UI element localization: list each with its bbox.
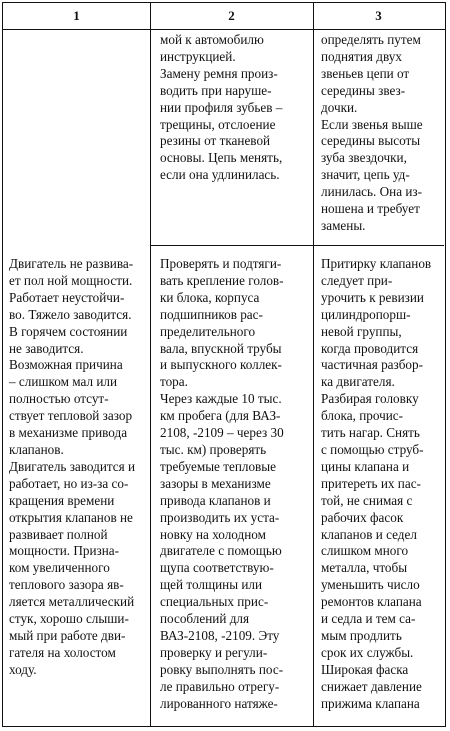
- text-line: Двигатель не развива-: [9, 256, 134, 271]
- text-line: и седла и тем са-: [321, 611, 416, 627]
- text-line: зазоры в механизме: [160, 475, 271, 491]
- text-line: ляется металлический: [9, 594, 135, 610]
- row-divider: [150, 245, 444, 246]
- table-header-row: [3, 3, 445, 30]
- text-line: середины высоты: [321, 133, 421, 149]
- text-line: В горячем состоянии: [9, 323, 128, 339]
- text-line: частичная разбор-: [321, 357, 424, 373]
- text-line: уменьшить число: [321, 577, 420, 593]
- text-line: клапанов и седел: [321, 526, 417, 542]
- text-line: прижима клапана: [321, 695, 420, 711]
- top-col-2-text: [160, 32, 304, 184]
- text-line: Через каждые 10 тыс.: [160, 391, 282, 407]
- text-line: ствует тепловой зазор: [9, 408, 133, 424]
- text-line: требуемые тепловые: [160, 458, 276, 474]
- text-line: основы. Цепь менять,: [160, 150, 283, 166]
- text-line: поднятия двух: [321, 48, 402, 64]
- text-line: гателя на холостом: [9, 644, 116, 660]
- text-line: той, не снимая с: [321, 492, 413, 508]
- text-line: дочки.: [321, 99, 358, 115]
- text-line: Широкая фаска: [321, 661, 409, 677]
- text-line: тыс. км) проверять: [160, 441, 267, 457]
- text-line: урочить к ревизии: [321, 289, 424, 305]
- text-line: замены.: [321, 217, 366, 233]
- text-line: проверку и регули-: [160, 644, 268, 660]
- text-line: работает, но из-за со-: [9, 475, 129, 491]
- bottom-col-1-text: [9, 256, 145, 679]
- text-line: снижает давление: [321, 678, 422, 694]
- text-line: – слишком мал или: [9, 374, 118, 390]
- text-line: ношена и требует: [321, 201, 420, 217]
- text-line: зуба звездочки,: [321, 150, 407, 166]
- text-line: инструкцией.: [160, 48, 236, 64]
- text-line: пособлений для: [160, 611, 250, 627]
- bottom-col-2-text: [160, 256, 304, 712]
- header-col-3: 3: [375, 8, 382, 23]
- text-line: ле правильно отрегу-: [160, 678, 280, 694]
- text-line: 2108, -2109 – через 30: [160, 425, 284, 441]
- text-line: ровку выполнять пос-: [160, 661, 284, 677]
- text-line: новку на холодном: [160, 526, 266, 542]
- bottom-col-3-text: [321, 256, 441, 712]
- text-line: тора.: [160, 374, 188, 390]
- text-line: стук, хорошо слыши-: [9, 611, 129, 627]
- text-line: водить при наруше-: [160, 82, 272, 98]
- header-col-2: 2: [228, 8, 235, 23]
- text-line: щупа соответствую-: [160, 560, 274, 576]
- text-line: Если звенья выше: [321, 116, 423, 132]
- text-line: резины от тканевой: [160, 133, 271, 149]
- text-line: кращения времени: [9, 492, 115, 508]
- text-line: Разбирая головку: [321, 391, 419, 407]
- text-line: вать крепление голов-: [160, 272, 284, 288]
- text-line: в механизме привода: [9, 425, 128, 441]
- text-line: Работает неустойчи-: [9, 289, 125, 305]
- text-line: тить нагар. Снять: [321, 425, 420, 441]
- text-line: ремонтов клапана: [321, 594, 422, 610]
- text-line: когда проводится: [321, 340, 419, 356]
- column-divider-2: [313, 3, 314, 726]
- text-line: теплового зазора яв-: [9, 577, 124, 593]
- text-line: двигателе с помощью: [160, 543, 282, 559]
- text-line: км пробега (для ВАЗ-: [160, 408, 281, 424]
- text-line: мый при работе дви-: [9, 627, 126, 643]
- text-line: срок их службы.: [321, 644, 414, 660]
- text-line: привода клапанов и: [160, 492, 271, 508]
- column-divider-1: [150, 3, 151, 726]
- text-line: мым продлить: [321, 627, 402, 643]
- text-line: полностью отсут-: [9, 391, 109, 407]
- text-line: клапанов.: [9, 441, 64, 457]
- text-line: Двигатель заводится и: [9, 458, 136, 474]
- text-line: притереть их пас-: [321, 475, 421, 491]
- table-page: [2, 2, 446, 727]
- text-line: во. Тяжело заводится.: [9, 306, 132, 322]
- text-line: цины клапана и: [321, 458, 410, 474]
- text-line: значит, цепь уд-: [321, 167, 410, 183]
- text-line: специальных прис-: [160, 594, 269, 610]
- text-line: Замену ремня произ-: [160, 65, 278, 81]
- text-line: ходу.: [9, 661, 37, 677]
- text-line: Возможная причина: [9, 357, 123, 373]
- text-line: мощности. Призна-: [9, 543, 120, 559]
- text-line: слишком много: [321, 543, 409, 559]
- text-line: цилиндропорш-: [321, 306, 411, 322]
- text-line: лированного натяже-: [160, 695, 278, 711]
- text-line: пределительного: [160, 323, 256, 339]
- text-line: Притирку клапанов: [321, 256, 432, 271]
- text-line: развивает полной: [9, 526, 108, 542]
- text-line: и выпускного коллек-: [160, 357, 282, 373]
- text-line: звеньев цепи от: [321, 65, 410, 81]
- text-line: мой к автомобилю: [160, 32, 264, 47]
- text-line: ет пол ной мощности.: [9, 272, 133, 288]
- text-line: подшипников рас-: [160, 306, 263, 322]
- text-line: если она удлинилась.: [160, 167, 280, 183]
- text-line: блока, прочис-: [321, 408, 404, 424]
- text-line: с помощью струб-: [321, 441, 424, 457]
- text-line: металла, чтобы: [321, 560, 408, 576]
- text-line: рабочих фасок: [321, 509, 404, 525]
- text-line: линилась. Она из-: [321, 184, 423, 200]
- text-line: следует при-: [321, 272, 393, 288]
- text-line: трещины, отслоение: [160, 116, 276, 132]
- text-line: невой группы,: [321, 323, 402, 339]
- text-line: середины звез-: [321, 82, 406, 98]
- text-line: не заводится.: [9, 340, 84, 356]
- text-line: открытия клапанов не: [9, 509, 133, 525]
- text-line: ки блока, корпуса: [160, 289, 260, 305]
- text-line: определять путем: [321, 32, 421, 47]
- text-line: ком увеличенного: [9, 560, 110, 576]
- text-line: вала, впускной трубы: [160, 340, 282, 356]
- text-line: ка двигателя.: [321, 374, 395, 390]
- text-line: нии профиля зубьев –: [160, 99, 283, 115]
- text-line: производить их уста-: [160, 509, 280, 525]
- top-col-3-text: [321, 32, 441, 235]
- text-line: ВАЗ-2108, -2109. Эту: [160, 627, 280, 643]
- text-line: щей толщины или: [160, 577, 263, 593]
- header-col-1: 1: [73, 8, 80, 23]
- text-line: Проверять и подтяги-: [160, 256, 282, 271]
